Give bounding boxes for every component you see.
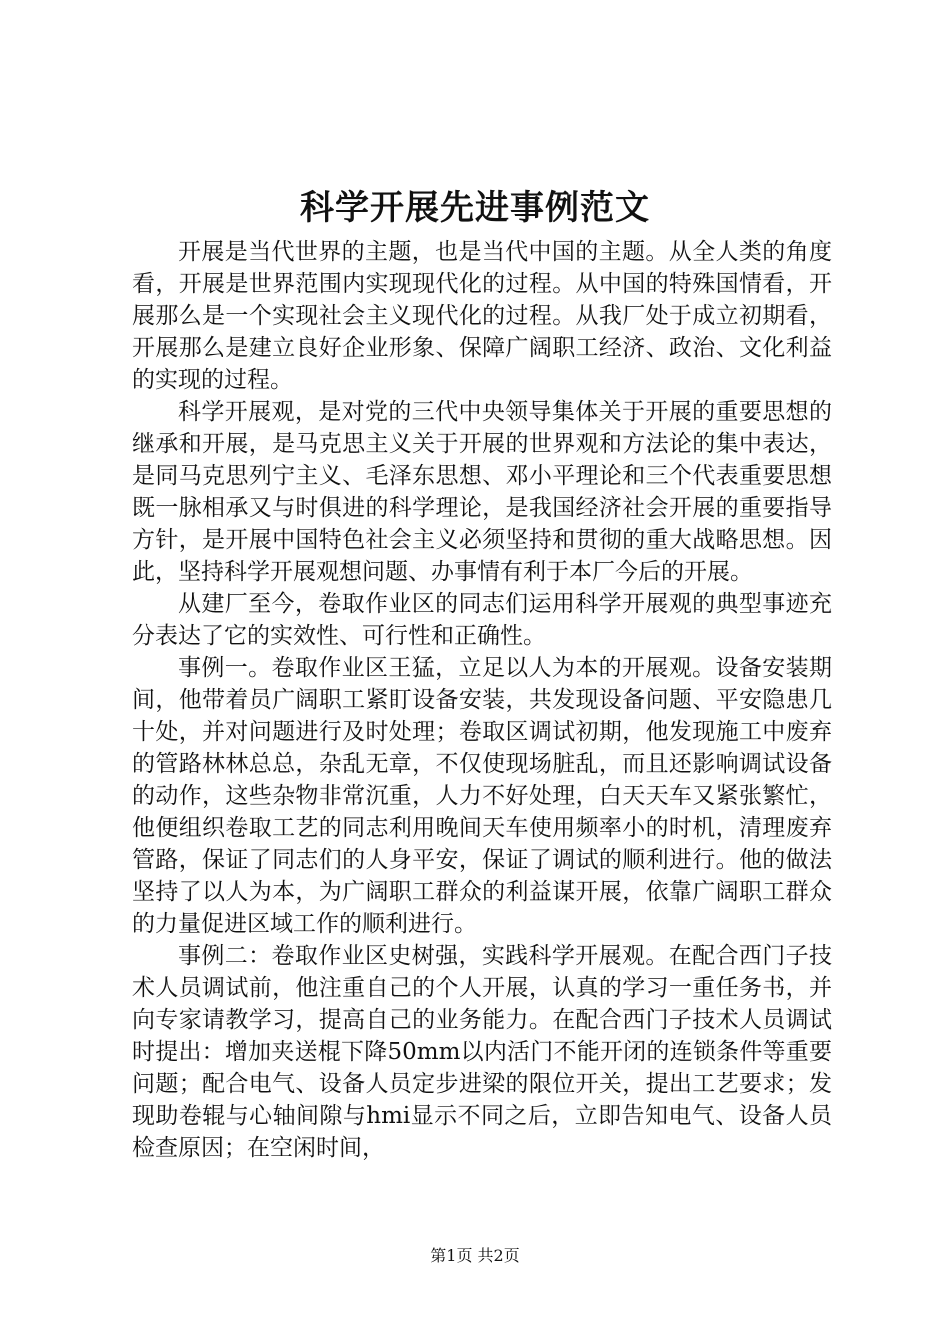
paragraph-1: 开展是当代世界的主题，也是当代中国的主题。从全人类的角度看，开展是世界范围内实现现代化的过程。从中国的特殊国情看，开展那么是一个实现社会主义现代化的过程。从我厂处于成立初期看，开展那么是建立良好企业形象、保障广阔职工经济、政治、文化利益的实现的过程。 [132, 239, 832, 393]
paragraph-4: 事例一。卷取作业区王猛，立足以人为本的开展观。设备安装期间，他带着员广阔职工紧盯设备安装，共发现设备问题、平安隐患几十处，并对问题进行及时处理；卷取区调试初期，他发现施工中废弃的管路林林总总，杂乱无章，不仅使现场脏乱，而且还影响调试设备的动作，这些杂物非常沉重，人力不好处理，白天天车又紧张繁忙，他便组织卷取工艺的同志利用晚间天车使用频率小的时机，清理废弃管路，保证了同志们的人身平安，保证了调试的顺利进行。他的做法坚持了以人为本，为广阔职工群众的利益谋开展，依靠广阔职工群众的力量促进区域工作的顺利进行。 [132, 655, 832, 937]
page-number-footer: 第1页 共2页 [430, 1246, 520, 1265]
document-body [132, 236, 832, 1164]
paragraph-3: 从建厂至今，卷取作业区的同志们运用科学开展观的典型事迹充分表达了它的实效性、可行性和正确性。 [132, 591, 832, 649]
paragraph-2: 科学开展观，是对党的三代中央领导集体关于开展的重要思想的继承和开展，是马克思主义关于开展的世界观和方法论的集中表达，是同马克思列宁主义、毛泽东思想、邓小平理论和三个代表重要思想既一脉相承又与时俱进的科学理论，是我国经济社会开展的重要指导方针，是开展中国特色社会主义必须坚持和贯彻的重大战略思想。因此，坚持科学开展观想问题、办事情有利于本厂今后的开展。 [132, 399, 832, 585]
document-title: 科学开展先进事例范文 [300, 188, 650, 228]
paragraph-5: 事例二：卷取作业区史树强，实践科学开展观。在配合西门子技术人员调试前，他注重自己的个人开展，认真的学习一重任务书，并向专家请教学习，提高自己的业务能力。在配合西门子技术人员调试时提出：增加夹送棍下降50mm以内活门不能开闭的连锁条件等重要问题；配合电气、设备人员定步进梁的限位开关，提出工艺要求；发现助卷辊与心轴间隙与hmi显示不同之后，立即告知电气、设备人员检查原因；在空闲时间， [132, 943, 832, 1161]
